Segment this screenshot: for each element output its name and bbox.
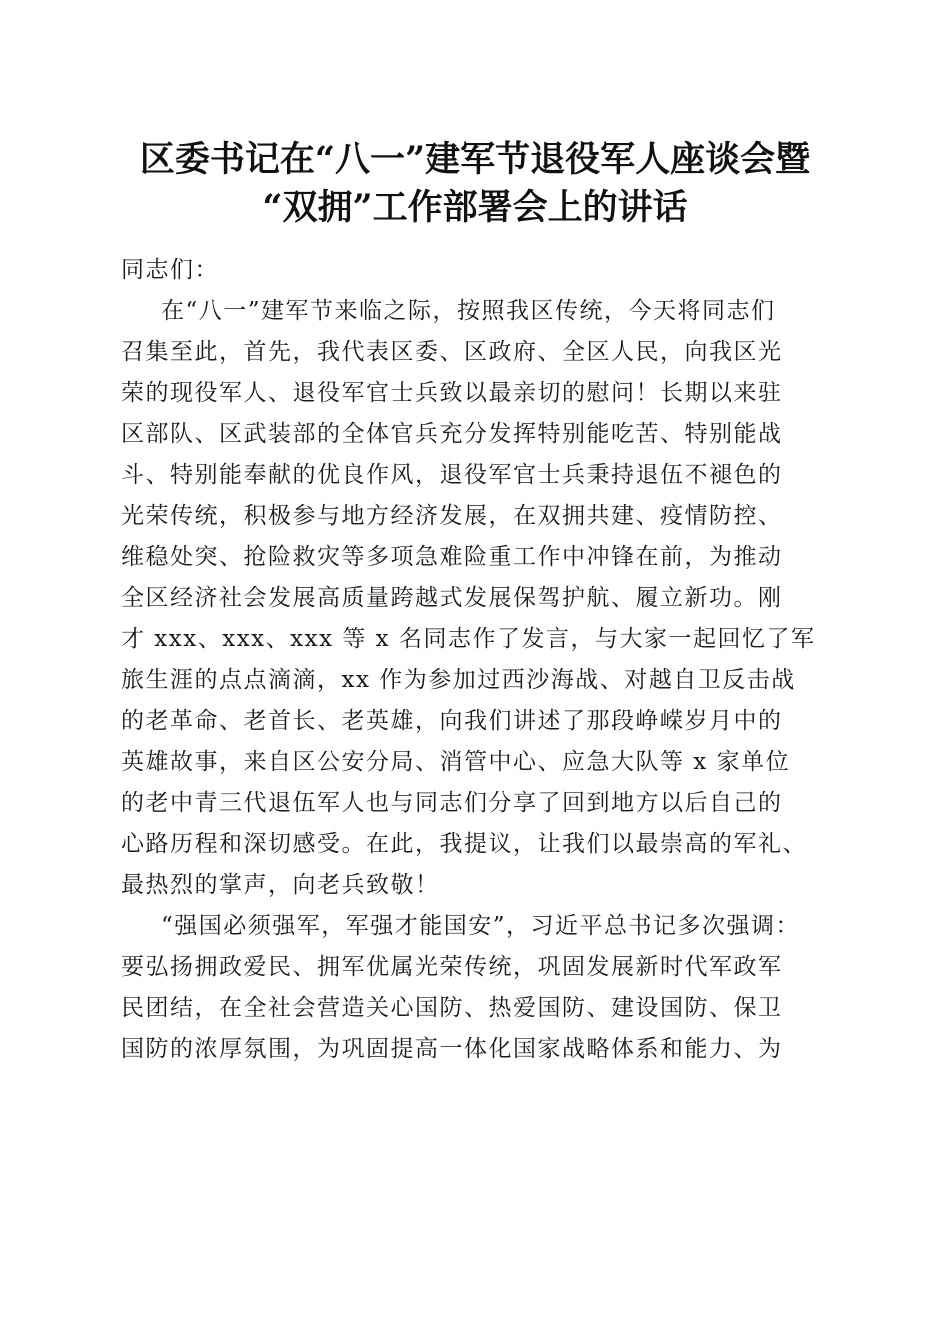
paragraph-1-line: 的老革命、老首长、老英雄，向我们讲述了那段峥嵘岁月中的 — [121, 708, 783, 734]
paragraph-1-line: 心路历程和深切感受。在此，我提议，让我们以最崇高的军礼、 — [121, 831, 807, 857]
paragraph-1-line: 维稳处突、抢险救灾等多项急难险重工作中冲锋在前，为推动 — [121, 544, 783, 570]
paragraph-1-line: 光荣传统，积极参与地方经济发展，在双拥共建、疫情防控、 — [121, 503, 783, 529]
paragraph-1-line: 荣的现役军人、退役军官士兵致以最亲切的慰问！长期以来驻 — [121, 380, 783, 406]
paragraph-2-line: 民团结，在全社会营造关心国防、热爱国防、建设国防、保卫 — [121, 995, 783, 1021]
paragraph-2-line: “强国必须强军，军强才能国安”，习近平总书记多次强调： — [161, 913, 801, 939]
paragraph-1-line: 英雄故事，来自区公安分局、消管中心、应急大队等 x 家单位 — [121, 749, 791, 775]
document-title-line-1: 区委书记在“八一”建军节退役军人座谈会暨 — [139, 139, 811, 180]
paragraph-1-line: 区部队、区武装部的全体官兵充分发挥特别能吃苦、特别能战 — [121, 421, 783, 447]
paragraph-2-line: 要弘扬拥政爱民、拥军优属光荣传统，巩固发展新时代军政军 — [121, 954, 783, 980]
paragraph-1-line: 全区经济社会发展高质量跨越式发展保驾护航、履立新功。刚 — [121, 585, 783, 611]
paragraph-1-line: 旅生涯的点点滴滴，xx 作为参加过西沙海战、对越自卫反击战 — [121, 667, 796, 693]
paragraph-2-line: 国防的浓厚氛围，为巩固提高一体化国家战略体系和能力、为 — [121, 1036, 783, 1062]
paragraph-1-line: 斗、特别能奉献的优良作风，退役军官士兵秉持退伍不褪色的 — [121, 462, 783, 488]
paragraph-1-line: 在“八一”建军节来临之际，按照我区传统，今天将同志们 — [161, 298, 776, 324]
paragraph-1-line: 召集至此，首先，我代表区委、区政府、全区人民，向我区光 — [121, 339, 783, 365]
paragraph-1-line: 最热烈的掌声，向老兵致敬！ — [121, 872, 440, 898]
paragraph-1-line: 才 xxx、xxx、xxx 等 x 名同志作了发言，与大家一起回忆了军 — [121, 626, 816, 652]
paragraph-1-line: 的老中青三代退伍军人也与同志们分享了回到地方以后自己的 — [121, 790, 783, 816]
salutation: 同志们： — [121, 257, 219, 283]
document-title-line-2: “双拥”工作部署会上的讲话 — [262, 187, 688, 228]
